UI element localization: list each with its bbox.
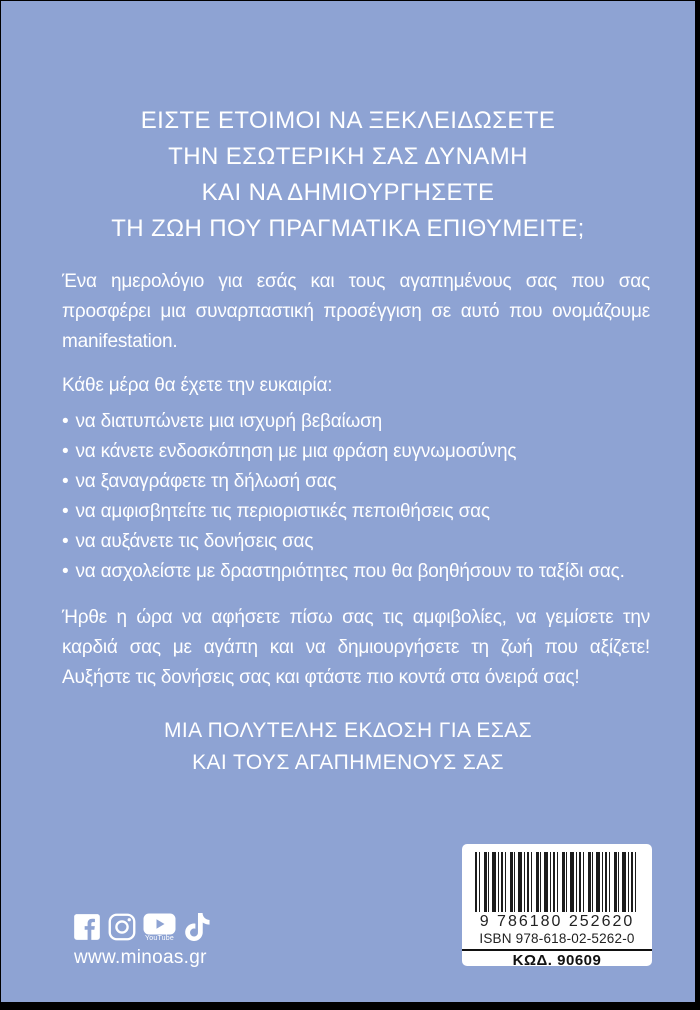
bullet-text: να ξαναγράφετε τη δήλωσή σας [75,471,337,492]
bullet-marker: • [62,501,69,522]
closing-paragraph: Ήρθε η ώρα να αφήσετε πίσω σας τις αμφιβολίες, να γεμίσετε την καρδιά σας με αγάπη και να δημιουργήσετε τη ζωή που αξίζετε! Αυξήστε τις δονήσεις σας και φτάστε πιο κοντά στα όνειρά σας! [62,607,650,688]
headline-line: ΚΑΙ ΝΑ ΔΗΜΙΟΥΡΓΗΣΕΤΕ [201,179,495,206]
social-icons-row [73,913,210,945]
book-back-cover [1,1,695,1002]
facebook-icon [73,913,101,941]
bullet-item [62,467,650,497]
barcode-panel [462,844,652,969]
bullet-marker: • [62,561,69,582]
tagline-line: ΜΙΑ ΠΟΛΥΤΕΛΗΣ ΕΚΔΟΣΗ ΓΙΑ ΕΣΑΣ [163,719,533,742]
bullet-marker: • [62,441,69,462]
instagram-icon [108,913,136,941]
bullet-list [62,407,650,587]
bullet-item [62,557,650,587]
isbn-text: ISBN 978-618-02-5262-0 [479,931,635,946]
bullet-marker: • [62,471,69,492]
bullet-item [62,437,650,467]
bullet-text: να κάνετε ενδοσκόπηση με μια φράση ευγνωμοσύνης [75,441,517,462]
intro-paragraph: Ένα ημερολόγιο για εσάς και τους αγαπημένους σας που σας προσφέρει μια συναρπαστική προσέγγιση σε αυτό που ονομάζουμε manifestation. [62,271,650,352]
bullet-text: να αυξάνετε τις δονήσεις σας [75,531,314,552]
bullet-item [62,407,650,437]
tagline-line: ΚΑΙ ΤΟΥΣ ΑΓΑΠΗΜΕΝΟΥΣ ΣΑΣ [192,751,504,774]
headline-line: ΤΗΝ ΕΣΩΤΕΡΙΚΗ ΣΑΣ ΔΥΝΑΜΗ [168,143,528,170]
bullet-item [62,497,650,527]
bullet-text: να αμφισβητείτε τις περιοριστικές πεποιθήσεις σας [75,501,490,522]
list-intro: Κάθε μέρα θα έχετε την ευκαιρία: [62,375,333,396]
youtube-wordmark: YouTube [145,935,174,942]
bullet-item [62,527,650,557]
headline-line: ΕΙΣΤΕ ΕΤΟΙΜΟΙ ΝΑ ΞΕΚΛΕΙΔΩΣΕΤΕ [140,107,556,134]
headline [1,103,695,247]
product-code: ΚΩΔ. 90609 [512,952,602,969]
tagline [1,715,695,779]
bullet-text: να ασχολείστε με δραστηριότητες που θα βοηθήσουν το ταξίδι σας. [75,561,625,582]
bullet-marker: • [62,531,69,552]
youtube-icon [143,913,176,942]
tiktok-icon [183,913,210,941]
bullet-marker: • [62,411,69,432]
barcode-digits: 9 786180 252620 [479,913,635,930]
bullet-text: να διατυπώνετε μια ισχυρή βεβαίωση [75,411,383,432]
body-text-column [62,267,650,693]
barcode [475,852,639,912]
headline-line: ΤΗ ΖΩΗ ΠΟΥ ΠΡΑΓΜΑΤΙΚΑ ΕΠΙΘΥΜΕΙΤΕ; [111,215,585,242]
website-url: www.minoas.gr [74,947,207,968]
